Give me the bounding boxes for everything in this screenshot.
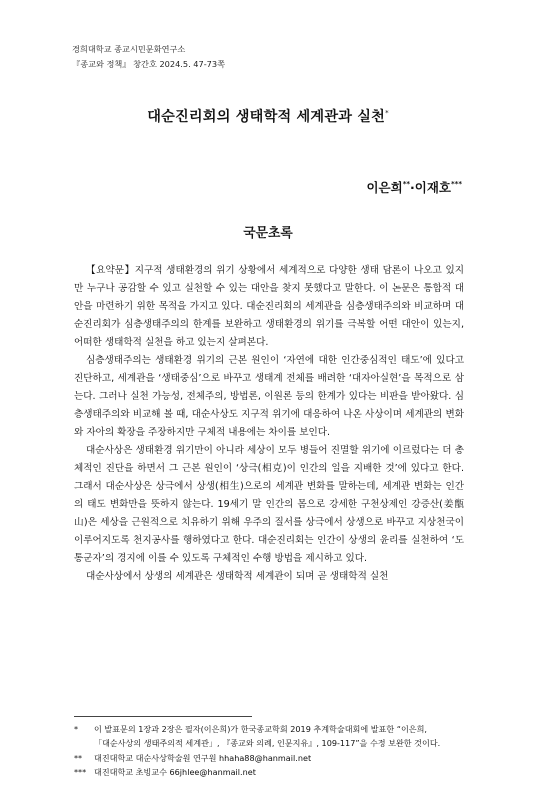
abstract-body (74, 262, 464, 586)
abstract-paragraph-1: 【요약문】지구적 생태환경의 위기 상황에서 세계적으로 다양한 생태 담론이 나오고 있지만 누구나 공감할 수 있고 실천할 수 있는 대안을 찾지 못했다고 말한다. 이 논문은 통합적 대안을 마련하기 위한 목적을 가지고 있다. 대순진리회의 세계관을 심층생태주의와 비교하며 대순진리회가 심층생태주의의 한계를 보완하고 생태환경의 위기를 극복할 어떤 대안이 있는지, 어떠한 생태학적 실천을 하고 있는지 살펴본다. (74, 265, 464, 348)
footnote-1-mark: * (74, 724, 79, 734)
author-1-mark: ** (402, 180, 411, 188)
paper-title (0, 106, 536, 126)
journal-issue: 『종교와 정책』 창간호 2024.5. 47-73쪽 (72, 59, 226, 69)
author-line (366, 178, 462, 196)
footnote-3-line-1: 대진대학교 초빙교수 66jhlee@hanmail.net (94, 766, 256, 777)
abstract-paragraph-2: 심층생태주의는 생태환경 위기의 근본 원인이 ‘자연에 대한 인간중심적인 태도’에 있다고 진단하고, 세계관을 ‘생태중심’으로 바꾸고 생태계 전체를 배려한 ‘대자아실현’을 목적으로 삼는다. 그러나 실천 가능성, 전체주의, 방법론, 이원론 등의 한계가 있다는 비판을 받아왔다. 심층생태주의와 비교해 볼 때, 대순사상도 지구적 위기에 대응하여 나온 사상이며 세계관의 변화와 자아의 확장을 주장하지만 구체적 내용에는 차이를 보인다. (74, 355, 464, 438)
footnote-1-line-1: 이 발표문의 1장과 2장은 필자(이은희)가 한국종교학회 2019 추계학술대회에 발표한 “이은희, (94, 724, 427, 734)
footnote-divider (74, 716, 252, 717)
author-2: 이재호 (414, 180, 452, 195)
footnote-2-line-1: 대진대학교 대순사상학술원 연구원 hhaha88@hanmail.net (94, 752, 312, 763)
abstract-heading: 국문초록 (243, 226, 293, 241)
author-1: 이은희 (366, 180, 403, 195)
title-footnote-mark: * (385, 109, 389, 117)
footnote-1-line-2: 「대순사상의 생태주의적 세계관」, 『종교와 의례, 인문지유』, 109-117”을 수정 보완한 것이다. (94, 738, 441, 749)
footnote-1 (74, 722, 466, 751)
footnote-2 (74, 751, 466, 765)
abstract-paragraph-3: 대순사상은 생태환경 위기만이 아니라 세상이 모두 병들어 진멸할 위기에 이르렀다는 더 총체적인 진단을 하면서 그 근본 원인이 ‘상극(相克)이 인간의 일을 지배한 것’에 있다고 한다. 그래서 대순사상은 상극에서 상생(相生)으로의 세계관 변화를 말하는데, 세계관 변화는 인간의 태도 변화만을 뜻하지 않는다. 19세기 말 인간의 몸으로 강세한 구천상제인 강증산(姜甑山)은 세상을 근원적으로 치유하기 위해 우주의 질서를 상극에서 상생으로 바꾸고 지상천국이 이루어지도록 천지공사를 행하였다고 한다. 대순진리회는 인간이 상생의 윤리를 실천하여 ‘도통군자’의 경지에 이를 수 있도록 구체적인 수행 방법을 제시하고 있다. (74, 445, 464, 564)
footnotes (74, 722, 466, 779)
footnote-3-mark: *** (74, 766, 87, 777)
author-separator: · (410, 180, 415, 195)
journal-publisher: 경희대학교 종교시민문화연구소 (72, 44, 186, 54)
paper-title-text: 대순진리회의 생태학적 세계관과 실천 (147, 109, 386, 125)
abstract-paragraph-4: 대순사상에서 상생의 세계관은 생태학적 세계관이 되며 곧 생태학적 실천 (86, 571, 389, 582)
footnote-2-mark: ** (74, 752, 83, 763)
author-2-mark: *** (451, 180, 462, 188)
footnote-3 (74, 765, 466, 779)
journal-header (72, 42, 225, 72)
